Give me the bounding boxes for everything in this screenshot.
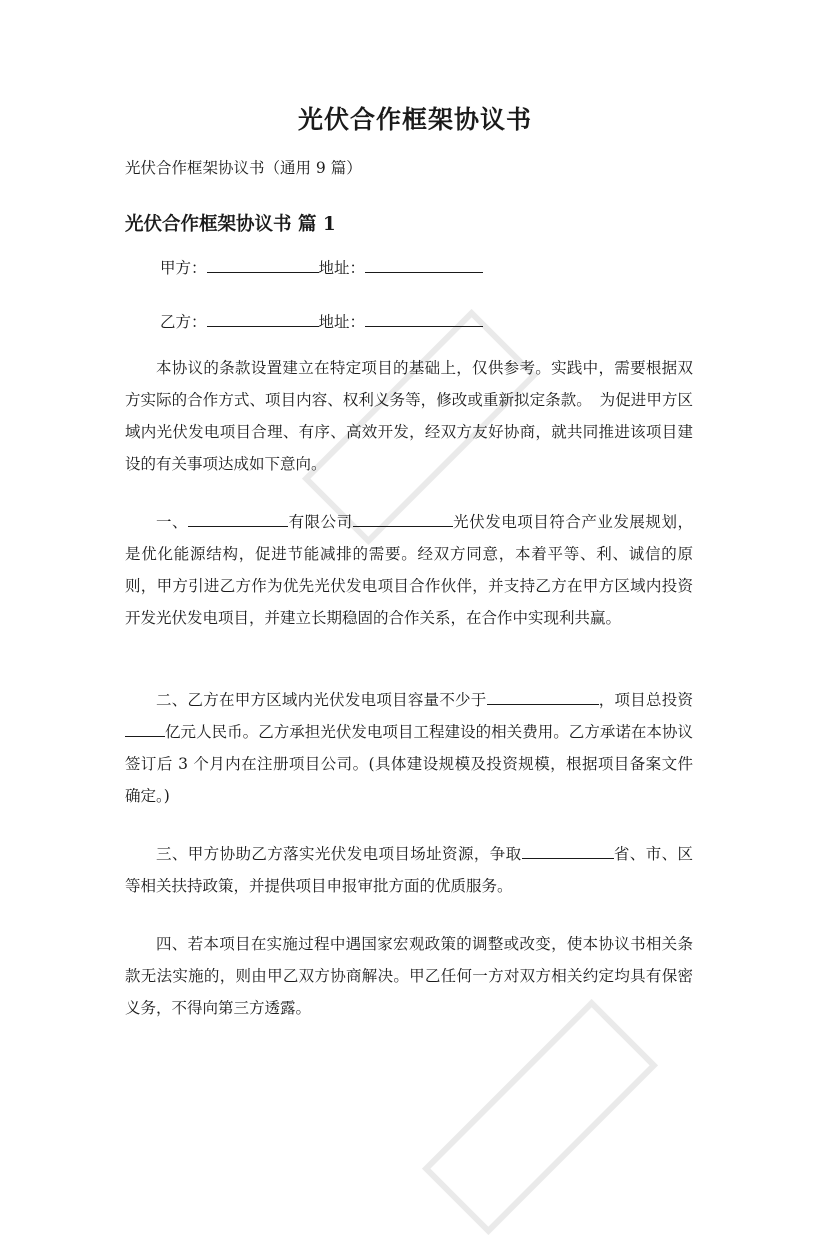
clause-2-prefix: 二、乙方在甲方区域内光伏发电项目容量不少于 bbox=[156, 691, 487, 709]
clause-4-paragraph: 四、若本项目在实施过程中遇国家宏观政策的调整或改变，使本协议书相关条款无法实施的，则由甲乙双方协商解决。甲乙任何一方对双方相关约定均具有保密义务，不得向第三方透露。 bbox=[125, 935, 693, 1017]
party-a-label: 甲方： bbox=[160, 259, 207, 277]
clause-2-blank-a bbox=[487, 689, 599, 705]
clause-3-blank bbox=[522, 843, 614, 859]
party-b-line bbox=[160, 310, 483, 332]
document-subtitle: 光伏合作框架协议书（通用 9 篇） bbox=[125, 159, 362, 177]
clause-1-paragraph bbox=[125, 506, 693, 634]
party-b-address-label: 地址： bbox=[318, 313, 366, 331]
party-a-name-blank bbox=[207, 257, 319, 273]
clause-3-rest: 省、市、区等相关扶持政策，并提供项目申报审批方面的优质服务。 bbox=[125, 845, 693, 895]
clause-1-blank-a bbox=[188, 511, 288, 527]
clause-2-paragraph bbox=[125, 684, 693, 812]
clause-1-blank-b bbox=[353, 511, 453, 527]
clause-1-rest: 光伏发电项目符合产业发展规划，是优化能源结构，促进节能减排的需要。经双方同意，本着平等、利、诚信的原则，甲方引进乙方作为优先光伏发电项目合作伙伴，并支持乙方在甲方区域内投资开发光伏发电项目，并建立长期稳固的合作关系，在合作中实现利共赢。 bbox=[125, 513, 693, 627]
party-b-address-blank bbox=[365, 311, 483, 327]
document-title: 光伏合作框架协议书 bbox=[297, 105, 532, 134]
party-a-line bbox=[160, 256, 483, 278]
party-a-address-label: 地址： bbox=[318, 259, 366, 277]
party-b-label: 乙方： bbox=[160, 313, 207, 331]
clause-1-mid: 有限公司 bbox=[288, 513, 353, 531]
party-a-address-blank bbox=[365, 257, 483, 273]
watermark-mark bbox=[422, 999, 658, 1235]
party-b-name-blank bbox=[207, 311, 319, 327]
clause-2-mid: ，项目总投资 bbox=[598, 691, 693, 709]
watermark-box bbox=[422, 999, 658, 1235]
clause-3-paragraph bbox=[125, 838, 693, 902]
clause-2-blank-b bbox=[125, 721, 165, 737]
section-heading: 光伏合作框架协议书 篇 1 bbox=[125, 214, 336, 235]
clause-2-rest: 亿元人民币。乙方承担光伏发电项目工程建设的相关费用。乙方承诺在本协议签订后 3 个月内在注册项目公司。(具体建设规模及投资规模，根据项目备案文件确定。) bbox=[125, 723, 693, 805]
clause-3-prefix: 三、甲方协助乙方落实光伏发电项目场址资源，争取 bbox=[156, 845, 522, 863]
intro-paragraph: 本协议的条款设置建立在特定项目的基础上，仅供参考。实践中，需要根据双方实际的合作方式、项目内容、权利义务等，修改或重新拟定条款。 为促进甲方区域内光伏发电项目合理、有序、高效开发，经双方友好协商，就共同推进该项目建设的有关事项达成如下意向。 bbox=[125, 359, 693, 473]
clause-1-prefix: 一、 bbox=[156, 513, 189, 531]
